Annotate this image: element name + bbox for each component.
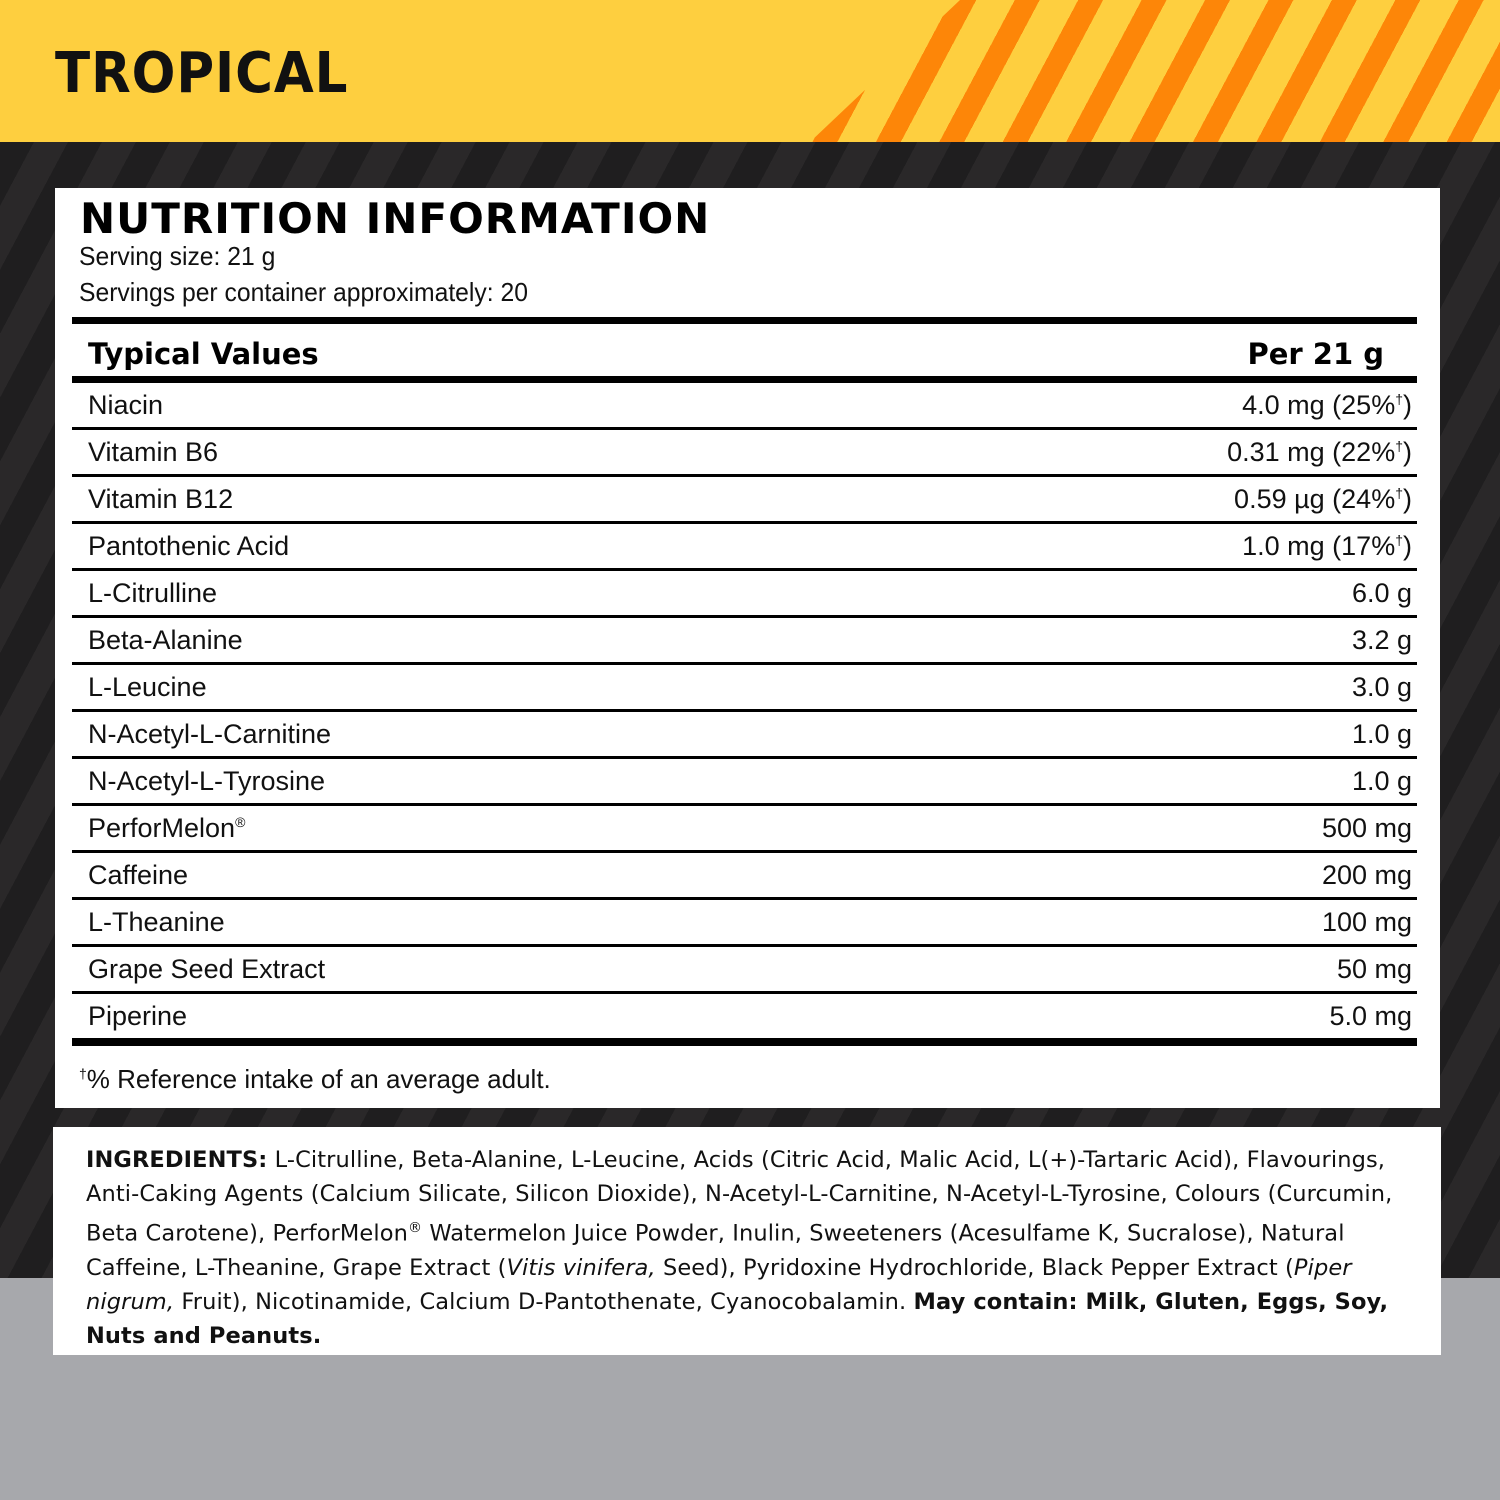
table-row: [72, 430, 1417, 474]
registered-mark: ®: [235, 814, 246, 830]
nutrient-name: Grape Seed Extract: [88, 954, 326, 984]
table-row: [72, 994, 1417, 1038]
ingredients-part: L-Citrulline, Beta-Alanine, L-Leucine, Acids (Citric Acid, Malic Acid, L(+)-Tartaric Acid), Flavourings, Anti-Caking Agents (Calcium Silicate, Silicon Dioxide), N-Acetyl-L-Carnitine, N-Acetyl-L-Tyrosine, Colours (Curcumin, Beta Carotene), PerforMelon: [86, 1147, 1393, 1247]
dagger-mark: †: [79, 1065, 87, 1082]
table-row: [72, 665, 1417, 709]
nutrient-value-cell: [1352, 768, 1412, 795]
footnote-text: % Reference intake of an average adult.: [86, 1064, 551, 1094]
nutrient-name: PerforMelon: [88, 813, 236, 843]
nutrient-name: Caffeine: [88, 860, 189, 890]
nutrient-name-cell: [88, 1003, 187, 1030]
paren-close: ): [1403, 437, 1412, 467]
nutrient-amount: 5.0 mg: [1329, 1001, 1412, 1031]
nutrient-value-cell: [1234, 486, 1412, 513]
servings-per-container: Servings per container approximately: 20: [79, 277, 528, 307]
nutrient-name-cell: [88, 909, 225, 936]
nutrient-amount: 0.59 µg (24%: [1234, 484, 1396, 514]
dagger-mark: †: [1395, 532, 1403, 548]
table-row: [72, 383, 1417, 427]
nutrient-name-cell: [88, 768, 325, 795]
nutrient-name: N-Acetyl-L-Carnitine: [88, 719, 332, 749]
nutrient-name-cell: [88, 721, 331, 748]
nutrient-name: Beta-Alanine: [88, 625, 243, 655]
nutrient-value-cell: [1352, 580, 1412, 607]
nutrient-value-cell: [1329, 1003, 1412, 1030]
nutrient-value-cell: [1352, 674, 1412, 701]
latin-name: Vitis vinifera,: [506, 1254, 656, 1281]
ingredients-part: Fruit), Nicotinamide, Calcium D-Pantothenate, Cyanocobalamin.: [174, 1288, 914, 1315]
ingredients-part: Watermelon Juice Powder, Inulin, Sweeteners (Acesulfame K, Sucralose), Natural Caffeine, L-Theanine, Grape Extract (: [86, 1220, 1345, 1281]
nutrient-name: L-Citrulline: [88, 578, 218, 608]
header-per-serving: Per 21 g: [1247, 337, 1384, 371]
nutrient-amount: 500 mg: [1321, 813, 1412, 843]
table-row: [72, 477, 1417, 521]
nutrient-value-cell: [1242, 392, 1412, 419]
nutrient-value-cell: [1322, 909, 1412, 936]
nutrient-name: Pantothenic Acid: [88, 531, 290, 561]
allergen-warning: May contain: Milk, Gluten, Eggs, Soy, Nuts and Peanuts.: [86, 1288, 1389, 1349]
nutrient-name: L-Theanine: [88, 907, 225, 937]
nutrient-amount: 1.0 g: [1351, 719, 1412, 749]
paren-close: ): [1403, 531, 1412, 561]
nutrient-amount: 3.2 g: [1351, 625, 1412, 655]
paren-close: ): [1403, 390, 1412, 420]
table-row: [72, 712, 1417, 756]
nutrient-value-cell: [1352, 721, 1412, 748]
nutrient-name-cell: [88, 486, 233, 513]
nutrient-amount: 100 mg: [1321, 907, 1412, 937]
serving-size: Serving size: 21 g: [79, 241, 276, 271]
nutrient-value-cell: [1322, 815, 1412, 842]
nutrient-name-cell: [88, 815, 245, 842]
table-divider-thick: [72, 317, 1417, 324]
paren-close: ): [1403, 484, 1412, 514]
nutrient-name-cell: [88, 392, 163, 419]
nutrient-name-cell: [88, 956, 325, 983]
dagger-mark: †: [1395, 485, 1403, 501]
table-header-row: [72, 324, 1417, 376]
table-row: [72, 947, 1417, 991]
nutrient-name-cell: [88, 862, 188, 889]
nutrition-table: [72, 317, 1417, 1046]
nutrition-title: NUTRITION INFORMATION: [80, 194, 711, 243]
nutrient-value-cell: [1322, 862, 1412, 889]
ingredients-text: [86, 1143, 1416, 1353]
table-row: [72, 571, 1417, 615]
nutrient-amount: 6.0 g: [1351, 578, 1412, 608]
nutrient-amount: 4.0 mg (25%: [1242, 390, 1396, 420]
nutrient-value-cell: [1242, 533, 1412, 560]
flavor-banner: [0, 0, 1500, 142]
table-row: [72, 618, 1417, 662]
table-row: [72, 524, 1417, 568]
table-row: [72, 853, 1417, 897]
nutrition-panel: [55, 188, 1440, 1108]
nutrient-name: Piperine: [88, 1001, 188, 1031]
table-divider-thick: [72, 1038, 1417, 1046]
nutrient-name: L-Leucine: [88, 672, 207, 702]
nutrient-value-cell: [1337, 956, 1412, 983]
nutrient-name-cell: [88, 580, 217, 607]
nutrient-name-cell: [88, 674, 207, 701]
nutrient-name: N-Acetyl-L-Tyrosine: [88, 766, 326, 796]
nutrient-amount: 0.31 mg (22%: [1227, 437, 1396, 467]
header-typical-values: Typical Values: [88, 337, 319, 371]
nutrient-amount: 3.0 g: [1351, 672, 1412, 702]
registered-mark: ®: [407, 1220, 423, 1236]
ingredients-label: INGREDIENTS:: [86, 1147, 268, 1173]
footnote: [79, 1066, 551, 1092]
dagger-mark: †: [1395, 438, 1403, 454]
nutrient-amount: 1.0 g: [1351, 766, 1412, 796]
nutrient-name-cell: [88, 533, 289, 560]
latin-name: Piper nigrum,: [86, 1254, 1352, 1315]
nutrient-name: Vitamin B6: [88, 437, 219, 467]
table-row: [72, 806, 1417, 850]
nutrient-name: Niacin: [88, 390, 164, 420]
table-body: [72, 383, 1417, 1038]
nutrient-amount: 50 mg: [1336, 954, 1412, 984]
table-row: [72, 900, 1417, 944]
nutrient-name: Vitamin B12: [88, 484, 234, 514]
ingredients-part: Seed), Pyridoxine Hydrochloride, Black Pepper Extract (: [655, 1254, 1294, 1281]
nutrient-amount: 200 mg: [1321, 860, 1412, 890]
nutrient-name-cell: [88, 627, 243, 654]
table-divider-thick: [72, 376, 1417, 383]
nutrient-value-cell: [1352, 627, 1412, 654]
table-row: [72, 759, 1417, 803]
nutrient-value-cell: [1227, 439, 1412, 466]
ingredients-panel: [53, 1127, 1441, 1355]
flavor-title: TROPICAL: [55, 41, 349, 106]
nutrient-name-cell: [88, 439, 218, 466]
dagger-mark: †: [1395, 391, 1403, 407]
nutrient-amount: 1.0 mg (17%: [1242, 531, 1396, 561]
